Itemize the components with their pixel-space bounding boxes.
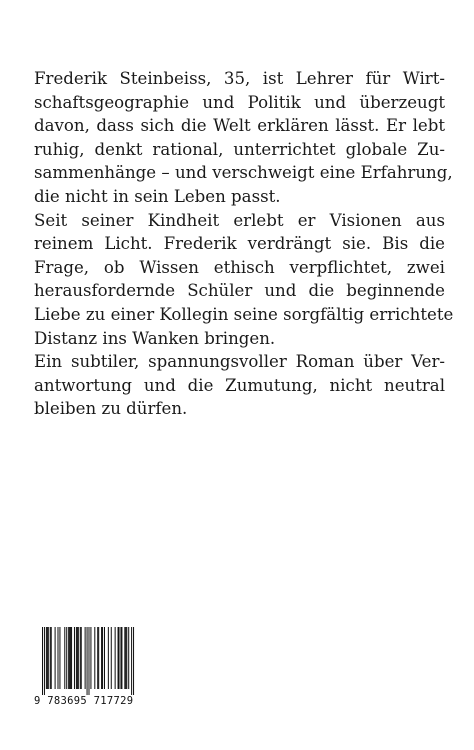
barcode-bar — [85, 627, 86, 689]
back-cover-blurb — [34, 67, 454, 421]
blurb-line: Distanz ins Wanken bringen. — [34, 328, 276, 348]
blurb-line: Liebe zu einer Kollegin seine sorgfältig errichtete — [34, 304, 454, 324]
barcode-bar — [81, 627, 82, 689]
blurb-line: sammenhänge – und verschweigt eine Erfahrung, — [34, 163, 453, 183]
barcode-bar — [70, 627, 71, 689]
barcode-bar — [97, 627, 98, 689]
barcode-bar — [121, 627, 122, 689]
barcode-bar — [68, 627, 69, 689]
barcode-bar — [108, 627, 109, 689]
blurb-line: Ein subtiler, spannungsvoller Roman über Ver- — [34, 352, 445, 372]
barcode-bar — [64, 627, 65, 689]
barcode-bar — [118, 627, 119, 689]
barcode-bar — [90, 627, 91, 689]
blurb-line: reinem Licht. Frederik verdrängt sie. Bis die — [34, 234, 445, 254]
blurb-line: Frederik Steinbeiss, 35, ist Lehrer für Wirt- — [34, 69, 445, 88]
barcode-bar — [47, 627, 48, 689]
isbn-digits: 9 783695 717729 — [34, 695, 134, 707]
barcode-bar — [71, 627, 72, 689]
barcode-bar — [46, 627, 47, 689]
barcode-bar — [128, 627, 129, 689]
barcode-bar — [66, 627, 67, 689]
barcode-bar — [59, 627, 60, 689]
blurb-line: ruhig, denkt rational, unterrichtet globale Zu- — [34, 139, 445, 159]
barcode-bar — [77, 627, 78, 689]
barcode-bar — [76, 627, 77, 689]
blurb-line: schaftsgeographie und Politik und überzeugt — [34, 92, 445, 112]
barcode-bar — [74, 627, 75, 689]
barcode-bar — [98, 627, 99, 689]
blurb-line: die nicht in sein Leben passt. — [34, 186, 281, 206]
barcode-bar — [111, 627, 112, 689]
barcode-bar — [51, 627, 52, 689]
barcode-bar — [94, 627, 95, 689]
blurb-line: bleiben zu dürfen. — [34, 399, 188, 419]
blurb-line: davon, dass sich die Welt erklären lässt. Er lebt — [34, 116, 445, 136]
barcode-bar — [57, 627, 58, 689]
barcode-guard-bar — [88, 627, 89, 695]
barcode-bar — [120, 627, 121, 689]
barcode-guard-bar — [42, 627, 43, 695]
barcode-guard-bar — [133, 627, 134, 695]
barcode-bar — [102, 627, 103, 689]
blurb-line: antwortung und die Zumutung, nicht neutral — [34, 375, 445, 395]
barcode-bar — [80, 627, 81, 689]
barcode-bar — [104, 627, 105, 689]
barcode-bar — [55, 627, 56, 689]
barcode-bars — [34, 627, 136, 695]
barcode-bar — [124, 627, 125, 689]
blurb-paragraph-1 — [34, 67, 453, 209]
barcode-bar — [115, 627, 116, 689]
blurb-line: herausfordernde Schüler und die beginnende — [34, 281, 445, 301]
isbn-barcode — [34, 627, 136, 708]
barcode-guard-bar — [44, 627, 45, 695]
blurb-paragraph-3 — [34, 350, 445, 421]
barcode-bar — [78, 627, 79, 689]
barcode-bar — [101, 627, 102, 689]
barcode-bar — [69, 627, 70, 689]
barcode-bar — [126, 627, 127, 689]
barcode-bar — [50, 627, 51, 689]
barcode-bar — [119, 627, 120, 689]
blurb-paragraph-2 — [34, 209, 454, 351]
barcode-bar — [48, 627, 49, 689]
barcode-guard-bar — [87, 627, 88, 695]
blurb-line: Seit seiner Kindheit erlebt er Visionen aus — [34, 210, 445, 230]
barcode-guard-bar — [131, 627, 132, 695]
barcode-bar — [125, 627, 126, 689]
blurb-line: Frage, ob Wissen ethisch verpflichtet, zwei — [34, 257, 445, 277]
